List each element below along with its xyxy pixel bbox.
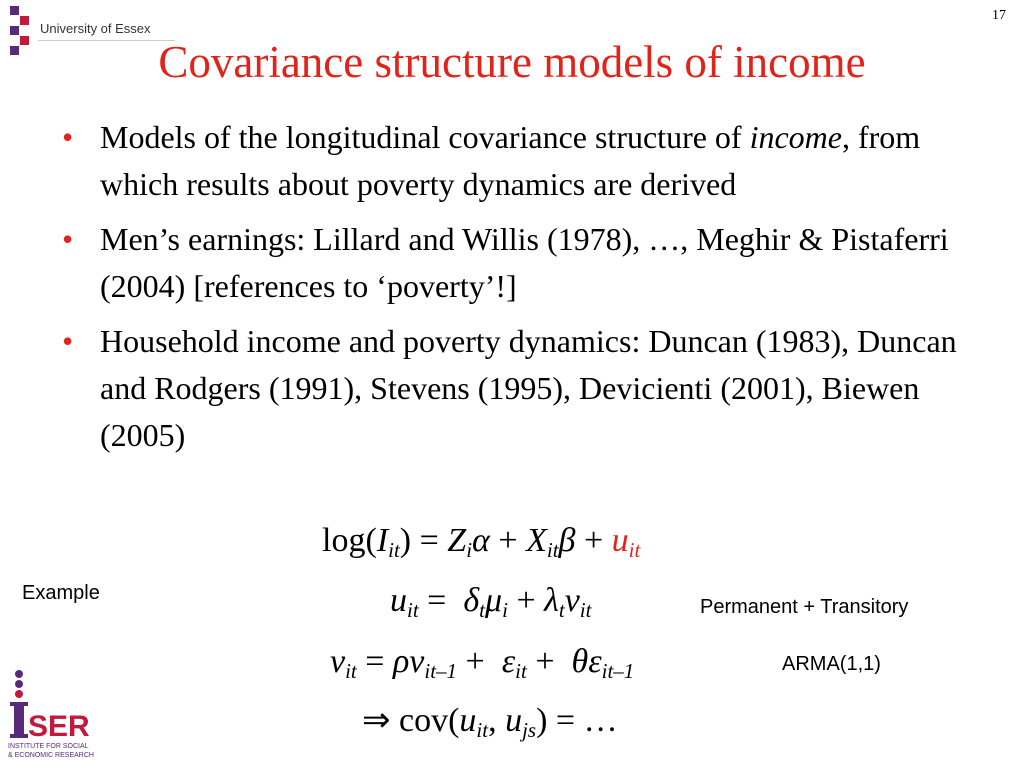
svg-text:SER: SER [28, 710, 90, 743]
bullet-text: Models of the longitudinal covariance structure of [100, 119, 750, 155]
slide-title: Covariance structure models of income [158, 37, 866, 87]
bullet-item [62, 318, 992, 459]
arma-equation: $\nu_{it} = \rho\nu_{it-1} + \varepsilon_{it} + \theta\varepsilon_{it-1}$ [330, 643, 635, 683]
error-decomposition-equation: $u_{it} = \delta_t\mu_i + \lambda_t\nu_{it}$ [390, 582, 592, 622]
bullet-text: Men’s earnings: Lillard and Willis (1978), …, Meghir & Pistaferri (2004) [references to ‘poverty’!] [100, 221, 949, 304]
bullet-list [62, 114, 992, 467]
svg-text:& ECONOMIC RESEARCH: & ECONOMIC RESEARCH [8, 752, 94, 759]
bullet-dot-icon: • [62, 119, 74, 155]
logo-square [20, 16, 29, 25]
bullet-item [62, 114, 992, 208]
svg-text:INSTITUTE FOR SOCIAL: INSTITUTE FOR SOCIAL [8, 743, 89, 750]
logo-square [10, 26, 19, 35]
bullet-item [62, 216, 992, 310]
bullet-dot-icon: • [62, 221, 74, 257]
bullet-dot-icon: • [62, 323, 74, 359]
bullet-text: Household income and poverty dynamics: Duncan (1983), Duncan and Rodgers (1991), Stevens (1995), Devicienti (2001), Biewen (2005) [100, 323, 957, 453]
covariance-equation: ⇒ $cov(u_{it}$, $u_{js}$) = … [362, 702, 618, 742]
iser-logo [6, 666, 96, 762]
bullet-text: , from which results about poverty dynamics are derived [100, 119, 921, 202]
income-equation: $\log(I_{it}) = Z_i\alpha + X_{it}\beta + u_{it}$ [322, 522, 641, 562]
bullet-emphasis: income [749, 119, 842, 155]
example-label: Example [22, 582, 100, 604]
permanent-transitory-label: Permanent + Transitory [700, 596, 909, 618]
slide-number: 17 [992, 8, 1006, 23]
arma-label: ARMA(1,1) [782, 653, 881, 675]
logo-text: University of Essex [40, 21, 151, 36]
logo-square [10, 6, 19, 15]
